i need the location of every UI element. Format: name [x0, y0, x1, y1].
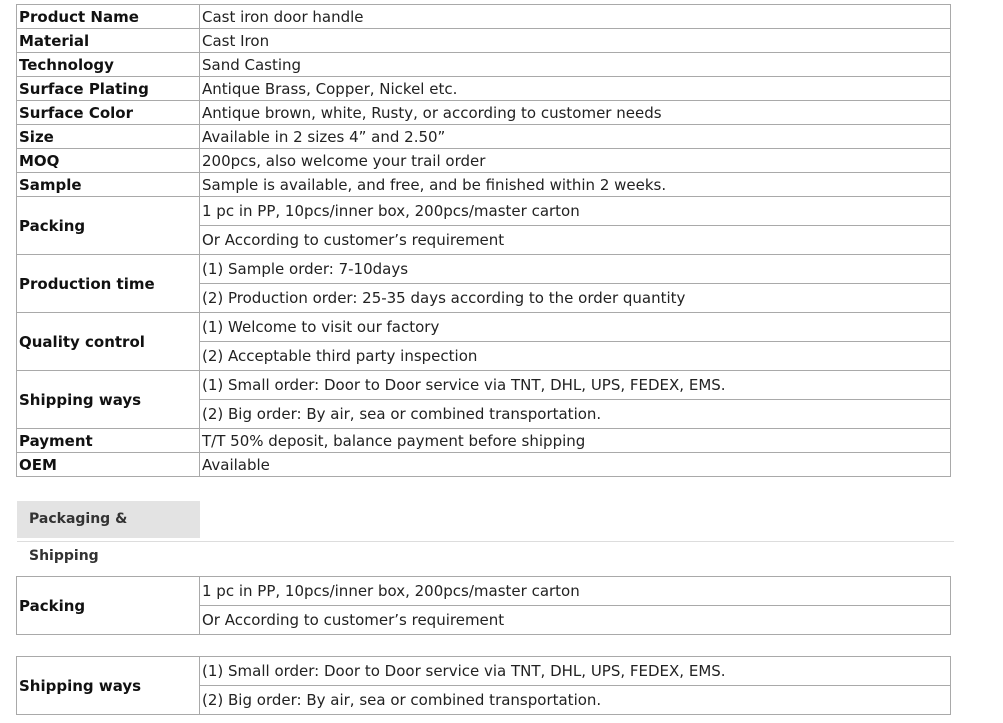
spec-label: Production time	[17, 255, 200, 313]
table-row	[17, 5, 951, 29]
spec-value: Cast iron door handle	[200, 5, 951, 29]
spec-value: (2) Production order: 25-35 days according to the order quantity	[200, 284, 951, 313]
tab-divider	[17, 541, 954, 542]
packing-table	[16, 576, 951, 635]
spec-label: Product Name	[17, 5, 200, 29]
spec-label: Shipping ways	[17, 657, 200, 715]
spec-value: T/T 50% deposit, balance payment before shipping	[200, 429, 951, 453]
spec-label: Surface Color	[17, 101, 200, 125]
spec-value: (1) Small order: Door to Door service via TNT, DHL, UPS, FEDEX, EMS.	[200, 657, 951, 686]
product-spec-table	[16, 4, 951, 477]
table-row	[17, 29, 951, 53]
spec-value: 1 pc in PP, 10pcs/inner box, 200pcs/master carton	[200, 577, 951, 606]
spec-value: Available in 2 sizes 4” and 2.50”	[200, 125, 951, 149]
table-row	[17, 453, 951, 477]
table-row	[17, 173, 951, 197]
spec-label: Surface Plating	[17, 77, 200, 101]
spec-label: Packing	[17, 577, 200, 635]
table-row	[17, 577, 951, 606]
table-row	[17, 77, 951, 101]
spec-value: Or According to customer’s requirement	[200, 606, 951, 635]
spec-value: (2) Big order: By air, sea or combined transportation.	[200, 400, 951, 429]
spec-label: Payment	[17, 429, 200, 453]
table-row	[17, 197, 951, 226]
spec-value: (1) Small order: Door to Door service via TNT, DHL, UPS, FEDEX, EMS.	[200, 371, 951, 400]
table-row	[17, 53, 951, 77]
spec-value: (1) Sample order: 7-10days	[200, 255, 951, 284]
table-row	[17, 313, 951, 342]
spec-label: OEM	[17, 453, 200, 477]
spec-label: Technology	[17, 53, 200, 77]
spec-value: Antique brown, white, Rusty, or according to customer needs	[200, 101, 951, 125]
spec-label: Material	[17, 29, 200, 53]
spec-value: (2) Acceptable third party inspection	[200, 342, 951, 371]
table-row	[17, 429, 951, 453]
shipping-table	[16, 656, 951, 715]
spec-label: Size	[17, 125, 200, 149]
spec-label: Packing	[17, 197, 200, 255]
table-row	[17, 101, 951, 125]
spec-label: Quality control	[17, 313, 200, 371]
spec-label: Sample	[17, 173, 200, 197]
table-row	[17, 125, 951, 149]
spec-value: Sample is available, and free, and be finished within 2 weeks.	[200, 173, 951, 197]
table-row	[17, 371, 951, 400]
spec-value: 200pcs, also welcome your trail order	[200, 149, 951, 173]
spec-value: Cast Iron	[200, 29, 951, 53]
spec-value: (1) Welcome to visit our factory	[200, 313, 951, 342]
spec-label: MOQ	[17, 149, 200, 173]
spec-value: Sand Casting	[200, 53, 951, 77]
tab-packaging-shipping[interactable]: Packaging & Shipping	[17, 501, 200, 538]
spec-label: Shipping ways	[17, 371, 200, 429]
spec-value: Or According to customer’s requirement	[200, 226, 951, 255]
table-row	[17, 255, 951, 284]
table-row	[17, 657, 951, 686]
spec-value: Antique Brass, Copper, Nickel etc.	[200, 77, 951, 101]
spec-value: 1 pc in PP, 10pcs/inner box, 200pcs/master carton	[200, 197, 951, 226]
table-row	[17, 149, 951, 173]
spec-value: (2) Big order: By air, sea or combined transportation.	[200, 686, 951, 715]
spec-value: Available	[200, 453, 951, 477]
